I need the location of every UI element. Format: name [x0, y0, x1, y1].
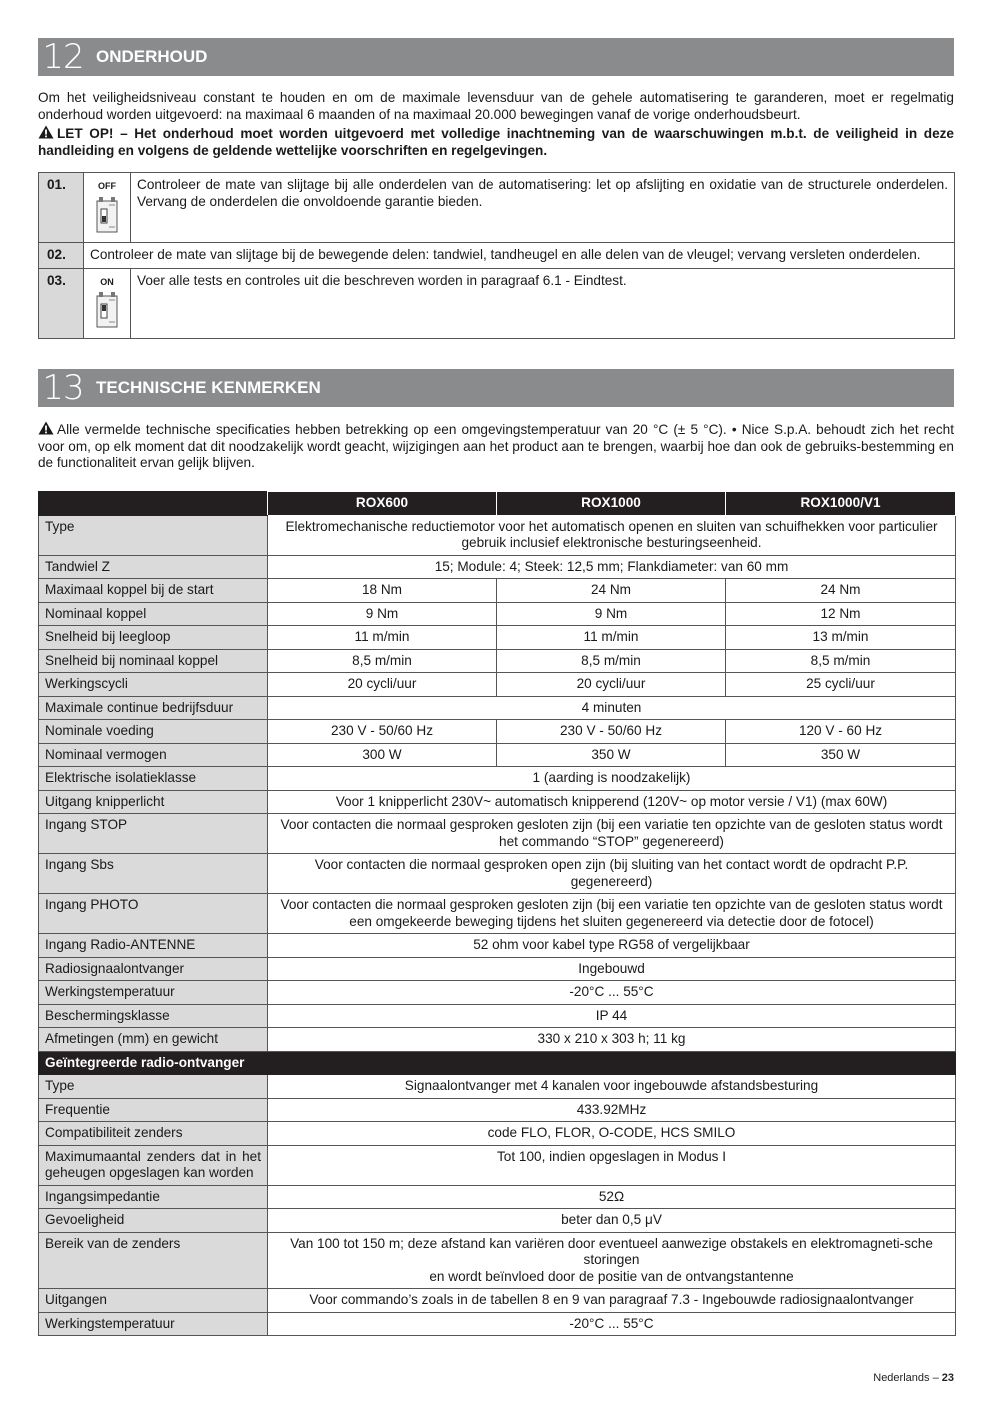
spec-value-text: -20°C ... 55°C: [569, 984, 654, 999]
spec-label: Nominale voeding: [39, 720, 268, 744]
table-row: [39, 515, 956, 555]
step-icon-cell: [84, 268, 131, 338]
table-row: [39, 743, 956, 767]
spec-value-text: en wordt beïnvloed door de positie van de ontvangstantenne: [429, 1268, 794, 1284]
spec-label: Maximaal koppel bij de start: [39, 579, 268, 603]
spec-label: Tandwiel Z: [39, 555, 268, 579]
table-row: [39, 720, 956, 744]
spec-value-text: 15; Module: 4; Steek: 12,5 mm; Flankdiameter: van 60 mm: [434, 558, 789, 574]
table-row: [39, 981, 956, 1005]
table-row: [39, 1312, 956, 1336]
table-row: [39, 555, 956, 579]
spec-value: [268, 1289, 956, 1313]
column-header: ROX1000/V1: [726, 492, 956, 516]
spec-label: Werkingstemperatuur: [39, 981, 268, 1005]
spec-label: Ingang PHOTO: [39, 894, 268, 934]
table-row: [39, 767, 956, 791]
spec-value: 25 cycli/uur: [726, 673, 956, 697]
section-13-header: [38, 369, 954, 407]
spec-value: [268, 515, 956, 555]
spec-label: Ingang Radio-ANTENNE: [39, 934, 268, 958]
table-row: [39, 1098, 956, 1122]
spec-value: [268, 1145, 956, 1185]
spec-value-text: beter dan 0,5 μV: [561, 1212, 662, 1227]
table-row: [39, 1185, 956, 1209]
table-row: [39, 1145, 956, 1185]
spec-label: Ingang Sbs: [39, 854, 268, 894]
step-text: Voer alle tests en controles uit die beschreven worden in paragraaf 6.1 - Eindtest.: [131, 268, 955, 338]
maintenance-intro-text: Om het veiligheidsniveau constant te houden en om de maximale levensduur van de gehele automatisering te garanderen, moet er regelmatig onderhoud worden uitgevoerd: na maximaal 6 maanden of na maximaal 20.000 bewegingen vanaf de vorige onderhoudsbeurt.: [38, 90, 954, 122]
spec-label: Compatibiliteit zenders: [39, 1122, 268, 1146]
spec-value: 9 Nm: [268, 602, 497, 626]
spec-value-text: code FLO, FLOR, O-CODE, HCS SMILO: [487, 1125, 736, 1140]
spec-value: 24 Nm: [726, 579, 956, 603]
section-number: 13: [42, 368, 84, 408]
table-row: [39, 579, 956, 603]
switch-off-label: OFF: [98, 181, 116, 191]
warning-triangle-icon: [38, 125, 54, 139]
table-row: [39, 894, 956, 934]
spec-label: Uitgang knipperlicht: [39, 790, 268, 814]
spec-value: [268, 1209, 956, 1233]
spec-value: [268, 957, 956, 981]
specs-body: [39, 515, 956, 1336]
technical-specs-table: [38, 491, 956, 1336]
spec-label: Nominaal vermogen: [39, 743, 268, 767]
table-row: [39, 649, 956, 673]
spec-label: Snelheid bij leegloop: [39, 626, 268, 650]
spec-value: [268, 1075, 956, 1099]
section-title: ONDERHOUD: [96, 47, 208, 66]
step-icon-cell: [84, 173, 131, 243]
spec-label: Gevoeligheid: [39, 1209, 268, 1233]
breaker-switch-off-icon: [96, 197, 118, 233]
spec-label: Nominaal koppel: [39, 602, 268, 626]
table-row: [39, 790, 956, 814]
spec-label: Werkingstemperatuur: [39, 1312, 268, 1336]
spec-value: [268, 1312, 956, 1336]
spec-value: 20 cycli/uur: [497, 673, 726, 697]
spec-value-text: 433.92MHz: [576, 1101, 647, 1117]
spec-label: Frequentie: [39, 1098, 268, 1122]
spec-value: 11 m/min: [268, 626, 497, 650]
maintenance-warning-text: LET OP! – Het onderhoud moet worden uitgevoerd met volledige inachtneming van de waarschuwingen m.b.t. de veiligheid in deze handleiding en volgens de geldende wettelijke voorschriften en regelgevingen.: [38, 126, 954, 158]
spec-value-text: Voor 1 knipperlicht 230V~ automatisch knipperend (120V~ op motor versie / V1) (max 60W): [335, 793, 888, 809]
specs-intro-text: Alle vermelde technische specificaties hebben betrekking op een omgevingstemperatuur van 20 °C (± 5 °C). • Nice S.p.A. behoudt zich het recht voor om, op elk moment dat dit noodzakelijk wordt geacht, wijzigingen aan het product aan te brengen, waarbij hoe dan ook de gebruiks-bestemming en de functionaliteit ervan gelijk blijven.: [38, 422, 954, 470]
spec-value: 20 cycli/uur: [268, 673, 497, 697]
switch-on-label: ON: [100, 276, 114, 287]
table-row: [39, 1004, 956, 1028]
spec-label: Beschermingsklasse: [39, 1004, 268, 1028]
spec-value: [268, 1185, 956, 1209]
spec-label: Radiosignaalontvanger: [39, 957, 268, 981]
table-row: [39, 1028, 956, 1052]
spec-value: [268, 555, 956, 579]
table-row: [39, 1289, 956, 1313]
spec-value: 350 W: [497, 743, 726, 767]
table-row: [39, 1122, 956, 1146]
spec-value: [268, 1004, 956, 1028]
spec-value-text: -20°C ... 55°C: [569, 1315, 654, 1331]
maintenance-steps-table: [38, 172, 955, 339]
spec-value: [268, 1028, 956, 1052]
table-row: [39, 173, 955, 243]
radio-subheader: Geïntegreerde radio-ontvanger: [39, 1051, 956, 1075]
spec-label: Bereik van de zenders: [39, 1232, 268, 1289]
spec-label: Snelheid bij nominaal koppel: [39, 649, 268, 673]
spec-value-text: Elektromechanische reductiemotor voor het automatisch openen en sluiten van schuifhekken voor particulier gebruik inclusief elektronische besturingseenheid.: [285, 518, 938, 550]
table-row: [39, 243, 955, 269]
spec-value-text: Tot 100, indien opgeslagen in Modus I: [497, 1148, 726, 1164]
table-row: [39, 696, 956, 720]
page-footer: [873, 1372, 954, 1384]
footer-language: Nederlands –: [873, 1372, 939, 1384]
spec-value: 13 m/min: [726, 626, 956, 650]
table-row: [39, 1075, 956, 1099]
table-row: [39, 1232, 956, 1289]
spec-value: 350 W: [726, 743, 956, 767]
spec-value-text: 1 (aarding is noodzakelijk): [532, 770, 691, 785]
maintenance-intro: [38, 90, 954, 123]
specs-intro: [38, 421, 954, 472]
spec-label: Maximale continue bedrijfsduur: [39, 696, 268, 720]
table-row: [39, 602, 956, 626]
spec-label: Werkingscycli: [39, 673, 268, 697]
table-row: [39, 673, 956, 697]
spec-value: [268, 934, 956, 958]
breaker-switch-on-icon: [96, 292, 118, 328]
spec-label: Uitgangen: [39, 1289, 268, 1313]
spec-label: Maximumaantal zenders dat in het geheugen opgeslagen kan worden: [39, 1145, 268, 1185]
column-header: ROX600: [268, 492, 497, 516]
table-row: [39, 934, 956, 958]
spec-value: 230 V - 50/60 Hz: [268, 720, 497, 744]
warning-triangle-icon: [38, 421, 54, 435]
spec-label: Type: [39, 1075, 268, 1099]
maintenance-warning: [38, 125, 954, 159]
spec-value-text: Ingebouwd: [578, 960, 645, 976]
spec-label: Ingang STOP: [39, 814, 268, 854]
spec-value: 230 V - 50/60 Hz: [497, 720, 726, 744]
spec-value: 8,5 m/min: [726, 649, 956, 673]
spec-value: 8,5 m/min: [268, 649, 497, 673]
header-blank-cell: [39, 492, 268, 516]
spec-value: [268, 767, 956, 791]
spec-value-text: Voor contacten die normaal gesproken open zijn (bij sluiting van het contact wordt de opdracht P.P. gegenereerd): [314, 857, 909, 889]
spec-value: [268, 894, 956, 934]
spec-value-text: 52 ohm voor kabel type RG58 of vergelijkbaar: [473, 937, 750, 952]
step-number: 02.: [39, 243, 84, 269]
spec-value: [268, 981, 956, 1005]
spec-value: 12 Nm: [726, 602, 956, 626]
page-number: 23: [941, 1372, 954, 1384]
spec-value-text: 330 x 210 x 303 h; 11 kg: [537, 1031, 686, 1046]
table-row: [39, 268, 955, 338]
table-row: [39, 814, 956, 854]
section-title: TECHNISCHE KENMERKEN: [96, 378, 321, 397]
spec-value: 18 Nm: [268, 579, 497, 603]
spec-label: Afmetingen (mm) en gewicht: [39, 1028, 268, 1052]
spec-value: 300 W: [268, 743, 497, 767]
table-row: [39, 626, 956, 650]
spec-label: Type: [39, 515, 268, 555]
spec-value: [268, 1122, 956, 1146]
spec-value-text: 52Ω: [598, 1188, 625, 1204]
step-text: Controleer de mate van slijtage bij de bewegende delen: tandwiel, tandheugel en alle delen van de vleugel; vervang versleten onderdelen.: [84, 243, 955, 269]
spec-value-text: 4 minuten: [581, 699, 642, 715]
spec-value: [268, 1232, 956, 1289]
step-number: 03.: [39, 268, 84, 338]
table-row: [39, 957, 956, 981]
radio-subheader-row: [39, 1051, 956, 1075]
spec-value: [268, 814, 956, 854]
spec-value: 8,5 m/min: [497, 649, 726, 673]
spec-value: 11 m/min: [497, 626, 726, 650]
table-header-row: [39, 492, 956, 516]
spec-value: [268, 854, 956, 894]
spec-value-text: Voor contacten die normaal gesproken gesloten zijn (bij een variatie ten opzichte van de gesloten status wordt het commando “STOP” gegenereerd): [280, 817, 943, 849]
step-number: 01.: [39, 173, 84, 243]
spec-value-text: Signaalontvanger met 4 kanalen voor ingebouwde afstandsbesturing: [404, 1078, 819, 1093]
table-row: [39, 854, 956, 894]
section-12-header: [38, 38, 954, 76]
spec-label: Ingangsimpedantie: [39, 1185, 268, 1209]
spec-value-text: Voor commando’s zoals in de tabellen 8 en 9 van paragraaf 7.3 - Ingebouwde radiosignaalontvanger: [309, 1292, 914, 1307]
column-header: ROX1000: [497, 492, 726, 516]
table-row: [39, 1209, 956, 1233]
step-text: Controleer de mate van slijtage bij alle onderdelen van de automatisering: let op afslijting en oxidatie van de structurele onderdelen. Vervang de onderdelen die onvoldoende garantie bieden.: [131, 173, 955, 243]
spec-value: [268, 696, 956, 720]
spec-value-text: Van 100 tot 150 m; deze afstand kan variëren door eventueel aanwezige obstakels en elektromagneti-sche storingen: [290, 1235, 933, 1267]
spec-label: Elektrische isolatieklasse: [39, 767, 268, 791]
spec-value: [268, 790, 956, 814]
spec-value-text: IP 44: [595, 1007, 628, 1023]
spec-value: [268, 1098, 956, 1122]
spec-value: 9 Nm: [497, 602, 726, 626]
spec-value: 120 V - 60 Hz: [726, 720, 956, 744]
spec-value-text: Voor contacten die normaal gesproken gesloten zijn (bij een variatie ten opzichte van de gesloten status wordt een omgekeerde beweging tijdens het sluiten gegenereerd via detectie door de fotocel): [280, 897, 943, 929]
section-number: 12: [42, 37, 84, 77]
spec-value: 24 Nm: [497, 579, 726, 603]
